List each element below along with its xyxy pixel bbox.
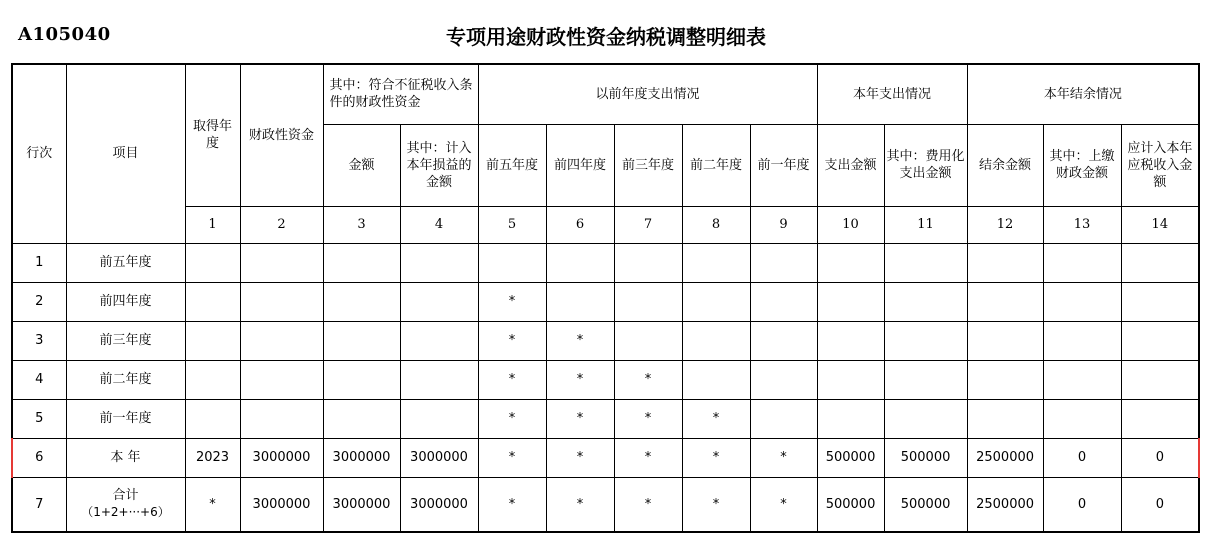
table-cell[interactable]: * xyxy=(185,477,240,532)
table-cell[interactable]: 2500000 xyxy=(967,438,1043,477)
header-col9: 前一年度 xyxy=(750,124,817,206)
table-cell[interactable] xyxy=(817,399,884,438)
table-cell[interactable]: 0 xyxy=(1043,477,1121,532)
table-row xyxy=(12,282,1199,321)
table-cell[interactable]: 500000 xyxy=(884,438,967,477)
table-cell[interactable] xyxy=(750,360,817,399)
table-cell[interactable] xyxy=(682,360,750,399)
row-item: 前三年度 xyxy=(66,321,185,360)
col-number: 1 xyxy=(185,206,240,243)
row-number: 7 xyxy=(12,477,66,532)
header-col10: 支出金额 xyxy=(817,124,884,206)
table-cell[interactable] xyxy=(884,321,967,360)
row-item: 前二年度 xyxy=(66,360,185,399)
table-cell[interactable] xyxy=(185,360,240,399)
table-cell[interactable]: * xyxy=(614,438,682,477)
table-cell[interactable]: * xyxy=(614,477,682,532)
table-cell[interactable] xyxy=(817,321,884,360)
table-cell[interactable]: * xyxy=(614,399,682,438)
table-cell[interactable]: * xyxy=(546,438,614,477)
table-cell[interactable] xyxy=(323,243,400,282)
table-cell[interactable] xyxy=(240,360,323,399)
table-cell[interactable] xyxy=(1121,243,1199,282)
table-cell[interactable]: 0 xyxy=(1043,438,1121,477)
table-cell[interactable]: * xyxy=(546,399,614,438)
row-item: 前五年度 xyxy=(66,243,185,282)
row-number: 1 xyxy=(12,243,66,282)
table-cell[interactable]: 500000 xyxy=(817,477,884,532)
col-number: 10 xyxy=(817,206,884,243)
table-cell[interactable]: 3000000 xyxy=(400,438,478,477)
row-number: 5 xyxy=(12,399,66,438)
row-number: 3 xyxy=(12,321,66,360)
col-number: 5 xyxy=(478,206,546,243)
header-group-prior: 以前年度支出情况 xyxy=(478,64,817,124)
table-cell[interactable] xyxy=(546,243,614,282)
table-row xyxy=(12,243,1199,282)
col-number: 4 xyxy=(400,206,478,243)
col-number: 13 xyxy=(1043,206,1121,243)
table-cell[interactable]: 3000000 xyxy=(323,477,400,532)
table-cell[interactable]: 500000 xyxy=(884,477,967,532)
table-cell[interactable]: 3000000 xyxy=(323,438,400,477)
table-cell[interactable] xyxy=(323,321,400,360)
table-cell[interactable]: * xyxy=(682,438,750,477)
table-cell[interactable] xyxy=(614,243,682,282)
table-cell[interactable] xyxy=(967,360,1043,399)
header-row-no: 行次 xyxy=(12,64,66,243)
table-cell[interactable] xyxy=(1043,360,1121,399)
table-cell[interactable] xyxy=(750,243,817,282)
table-cell[interactable] xyxy=(1121,360,1199,399)
table-cell[interactable] xyxy=(1043,282,1121,321)
table-cell[interactable]: * xyxy=(478,477,546,532)
total-item-cell xyxy=(66,477,185,532)
table-cell[interactable] xyxy=(400,360,478,399)
header-group-nontax: 其中：符合不征税收入条件的财政性资金 xyxy=(323,64,478,124)
col-number: 12 xyxy=(967,206,1043,243)
total-item-label: 合计 xyxy=(112,488,139,503)
col-number: 14 xyxy=(1121,206,1199,243)
table-cell[interactable] xyxy=(1121,321,1199,360)
header-item: 项目 xyxy=(66,64,185,243)
table-cell[interactable] xyxy=(682,321,750,360)
col-number: 9 xyxy=(750,206,817,243)
header-col7: 前三年度 xyxy=(614,124,682,206)
table-row xyxy=(12,399,1199,438)
table-cell[interactable]: * xyxy=(478,399,546,438)
table-cell[interactable]: * xyxy=(682,399,750,438)
table-cell[interactable] xyxy=(967,321,1043,360)
table-row-current-year xyxy=(12,438,1199,477)
header-group-current: 本年支出情况 xyxy=(817,64,967,124)
header-col5: 前五年度 xyxy=(478,124,546,206)
table-cell[interactable]: 3000000 xyxy=(240,438,323,477)
header-col4: 其中：计入本年损益的金额 xyxy=(400,124,478,206)
table-cell[interactable]: * xyxy=(546,360,614,399)
form-code: A105040 xyxy=(18,24,111,45)
table-cell[interactable]: 2500000 xyxy=(967,477,1043,532)
table-cell[interactable] xyxy=(323,399,400,438)
header-col3: 金额 xyxy=(323,124,400,206)
header-col2: 财政性资金 xyxy=(240,64,323,206)
adjustment-table xyxy=(11,63,1200,533)
row-item: 本 年 xyxy=(66,438,185,477)
row-number: 4 xyxy=(12,360,66,399)
table-cell[interactable] xyxy=(1043,399,1121,438)
table-cell[interactable] xyxy=(1043,321,1121,360)
table-cell[interactable]: * xyxy=(750,477,817,532)
table-cell[interactable] xyxy=(240,243,323,282)
table-cell[interactable] xyxy=(1121,399,1199,438)
table-cell[interactable]: 3000000 xyxy=(240,477,323,532)
table-row xyxy=(12,321,1199,360)
table-cell[interactable] xyxy=(817,243,884,282)
table-cell[interactable]: * xyxy=(750,438,817,477)
table-cell[interactable] xyxy=(1043,243,1121,282)
table-cell[interactable] xyxy=(884,360,967,399)
row-number: 6 xyxy=(12,438,66,477)
header-col12: 结余金额 xyxy=(967,124,1043,206)
table-cell[interactable]: * xyxy=(682,477,750,532)
header-col14: 应计入本年应税收入金额 xyxy=(1121,124,1199,206)
table-cell[interactable] xyxy=(185,321,240,360)
table-cell[interactable] xyxy=(884,399,967,438)
row-number: 2 xyxy=(12,282,66,321)
table-cell[interactable] xyxy=(967,399,1043,438)
header-col1: 取得年度 xyxy=(185,64,240,206)
table-cell[interactable] xyxy=(682,243,750,282)
table-cell[interactable] xyxy=(750,282,817,321)
total-row xyxy=(12,477,1199,532)
table-cell[interactable] xyxy=(750,321,817,360)
table-cell[interactable] xyxy=(240,282,323,321)
table-cell[interactable] xyxy=(817,360,884,399)
table-cell[interactable] xyxy=(884,243,967,282)
col-number: 2 xyxy=(240,206,323,243)
table-cell[interactable] xyxy=(1121,282,1199,321)
form-title: 专项用途财政性资金纳税调整明细表 xyxy=(446,25,766,49)
table-cell[interactable] xyxy=(240,399,323,438)
row-item: 前一年度 xyxy=(66,399,185,438)
table-cell[interactable]: * xyxy=(478,438,546,477)
table-cell[interactable] xyxy=(185,282,240,321)
col-number: 3 xyxy=(323,206,400,243)
header-col11: 其中：费用化支出金额 xyxy=(884,124,967,206)
table-cell[interactable] xyxy=(400,282,478,321)
table-cell[interactable] xyxy=(400,243,478,282)
table-cell[interactable]: 3000000 xyxy=(400,477,478,532)
table-cell[interactable] xyxy=(400,399,478,438)
total-item-formula: （1+2+···+6） xyxy=(81,505,170,519)
col-number: 7 xyxy=(614,206,682,243)
table-cell[interactable]: * xyxy=(478,360,546,399)
table-cell[interactable] xyxy=(967,282,1043,321)
table-cell[interactable] xyxy=(614,321,682,360)
table-cell[interactable]: * xyxy=(478,282,546,321)
table-row xyxy=(12,360,1199,399)
table-cell[interactable] xyxy=(817,282,884,321)
table-cell[interactable]: 0 xyxy=(1121,438,1199,477)
header-col8: 前二年度 xyxy=(682,124,750,206)
table-cell[interactable] xyxy=(240,321,323,360)
table-cell[interactable] xyxy=(185,243,240,282)
table-cell[interactable] xyxy=(884,282,967,321)
table-cell[interactable] xyxy=(478,243,546,282)
table-cell[interactable]: * xyxy=(546,321,614,360)
row-item: 前四年度 xyxy=(66,282,185,321)
header-group-balance: 本年结余情况 xyxy=(967,64,1199,124)
table-cell[interactable]: * xyxy=(614,360,682,399)
col-number: 6 xyxy=(546,206,614,243)
table-cell[interactable] xyxy=(750,399,817,438)
col-number: 11 xyxy=(884,206,967,243)
table-cell[interactable] xyxy=(967,243,1043,282)
table-cell[interactable] xyxy=(682,282,750,321)
table-cell[interactable] xyxy=(400,321,478,360)
header-col6: 前四年度 xyxy=(546,124,614,206)
col-number: 8 xyxy=(682,206,750,243)
table-cell[interactable]: 2023 xyxy=(185,438,240,477)
table-cell[interactable]: * xyxy=(546,477,614,532)
table-cell[interactable] xyxy=(614,282,682,321)
table-cell[interactable] xyxy=(323,360,400,399)
table-cell[interactable]: 500000 xyxy=(817,438,884,477)
header-col13: 其中：上缴财政金额 xyxy=(1043,124,1121,206)
table-cell[interactable]: * xyxy=(478,321,546,360)
table-cell[interactable] xyxy=(323,282,400,321)
table-cell[interactable] xyxy=(185,399,240,438)
table-cell[interactable]: 0 xyxy=(1121,477,1199,532)
table-cell[interactable] xyxy=(546,282,614,321)
